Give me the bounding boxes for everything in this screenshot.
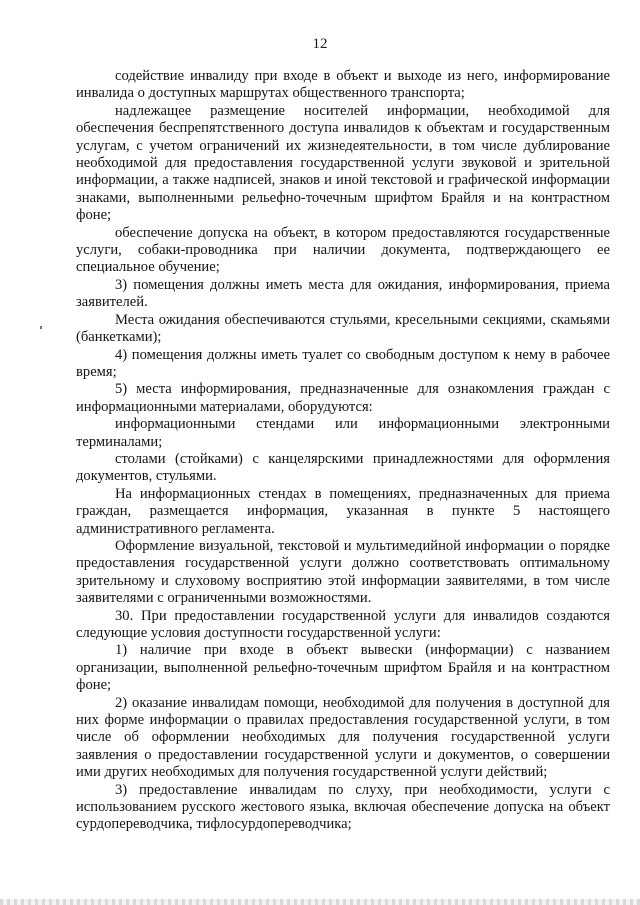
paragraph-3: обеспечение допуска на объект, в котором предоставляются государственные услуги, собаки-проводника при наличии документа, подтверждающего ее специальное обучение; [76,224,610,276]
paragraph-5: Места ожидания обеспечиваются стульями, кресельными секциями, скамьями (банкетками); [76,311,610,346]
paragraph-10: На информационных стендах в помещениях, предназначенных для приема граждан, размещается информация, указанная в пункте 5 настоящего административного регламента. [76,485,610,537]
paragraph-1: содействие инвалиду при входе в объект и выходе из него, информирование инвалида о доступных маршрутах общественного транспорта; [76,68,610,102]
document-body [76,68,610,834]
paragraph-8: информационными стендами или информационными электронными терминалами; [76,416,610,450]
paragraph-11: Оформление визуальной, текстовой и мультимедийной информации о порядке предоставления государственной услуги должно соответствовать оптимальному зрительному и слуховому восприятию этой информации заявителями, в том числе заявителями с ограниченными возможностями. [76,537,610,607]
paragraph-7: 5) места информирования, предназначенные для ознакомления граждан с информационными материалами, оборудуются: [76,381,610,415]
page-number: 12 [312,36,328,52]
paragraph-2: надлежащее размещение носителей информации, необходимой для обеспечения беспрепятственного доступа инвалидов к объектам и государственным услугам, с учетом ограничений их жизнедеятельности, в том числе дублирование необходимой для предоставления государственной услуги звуковой и зрительной информации, а также надписей, знаков и иной текстовой и графической информации знаками, выполненными рельефно-точечным шрифтом Брайля и на контрастном фоне; [76,102,610,224]
paragraph-15: 3) предоставление инвалидам по слуху, при необходимости, услуги с использованием русского жестового языка, включая обеспечение допуска на объект сурдопереводчика, тифлосурдопереводчика; [76,781,610,833]
paragraph-9: столами (стойками) с канцелярскими принадлежностями для оформления документов, стульями. [76,450,610,485]
paragraph-14: 2) оказание инвалидам помощи, необходимой для получения в доступной для них форме информации о правилах предоставления государственной услуги, в том числе об оформлении необходимых для получения государственной услуги заявления о предоставлении государственной услуги и документов, о совершении ими других необходимых для получения государственной услуги действий; [76,694,610,781]
paragraph-4: 3) помещения должны иметь места для ожидания, информирования, приема заявителей. [76,276,610,311]
margin-speck [40,326,42,329]
scan-bottom-edge [0,899,640,905]
paragraph-6: 4) помещения должны иметь туалет со свободным доступом к нему в рабочее время; [76,346,610,380]
paragraph-13: 1) наличие при входе в объект вывески (информации) с названием организации, выполненной рельефно-точечным шрифтом Брайля и на контрастном фоне; [76,642,610,694]
paragraph-12: 30. При предоставлении государственной услуги для инвалидов создаются следующие условия доступности государственной услуги: [76,607,610,641]
